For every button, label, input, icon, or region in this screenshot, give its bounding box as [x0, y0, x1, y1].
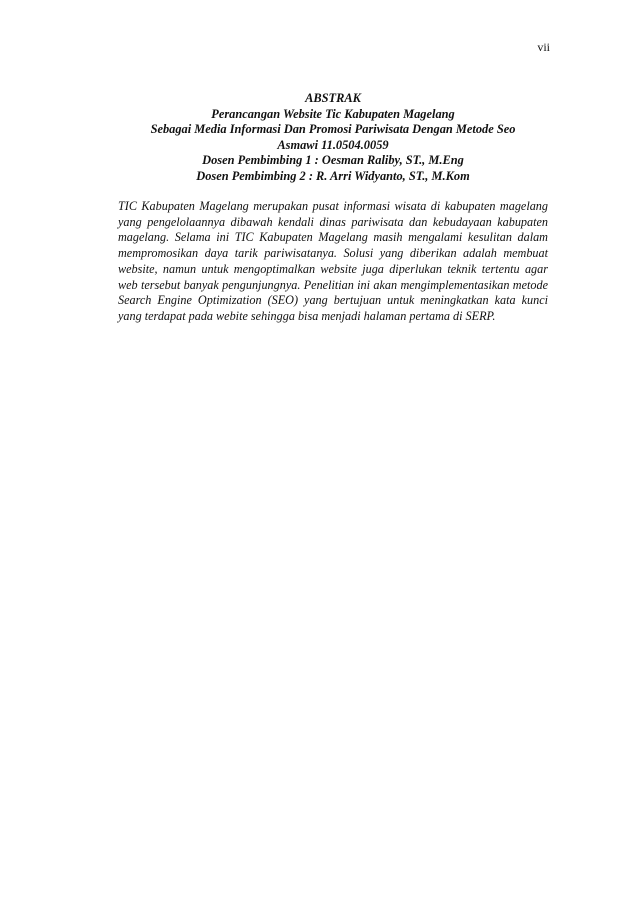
abstract-paragraph: TIC Kabupaten Magelang merupakan pusat informasi wisata di kabupaten magelang yang pengelolaannya dibawah kendali dinas pariwisata dan kebudayaan kabupaten magelang. Selama ini TIC Kabupaten Magelang masih mengalami kesulitan dalam mempromosikan daya tarik pariwisatanya. Solusi yang diberikan adalah membuat website, namun untuk mengoptimalkan website juga diperlukan teknik tertentu agar web tersebut banyak pengunjungnya. Penelitian ini akan mengimplementasikan metode Search Engine Optimization (SEO) yang bertujuan untuk meningkatkan kata kunci yang terdapat pada webite sehingga bisa menjadi halaman pertama di SERP. — [118, 199, 548, 323]
author-line: Asmawi 11.0504.0059 — [277, 137, 389, 152]
advisor-1-line: Dosen Pembimbing 1 : Oesman Raliby, ST., M.Eng — [202, 153, 464, 168]
thesis-title-line-1: Perancangan Website Tic Kabupaten Magelang — [211, 106, 455, 121]
page-number: vii — [537, 40, 550, 54]
abstract-header — [118, 91, 548, 185]
advisor-2-line: Dosen Pembimbing 2 : R. Arri Widyanto, ST., M.Kom — [196, 168, 470, 183]
thesis-title-line-2: Sebagai Media Informasi Dan Promosi Pariwisata Dengan Metode Seo — [150, 122, 516, 137]
abstract-heading: ABSTRAK — [305, 91, 361, 105]
